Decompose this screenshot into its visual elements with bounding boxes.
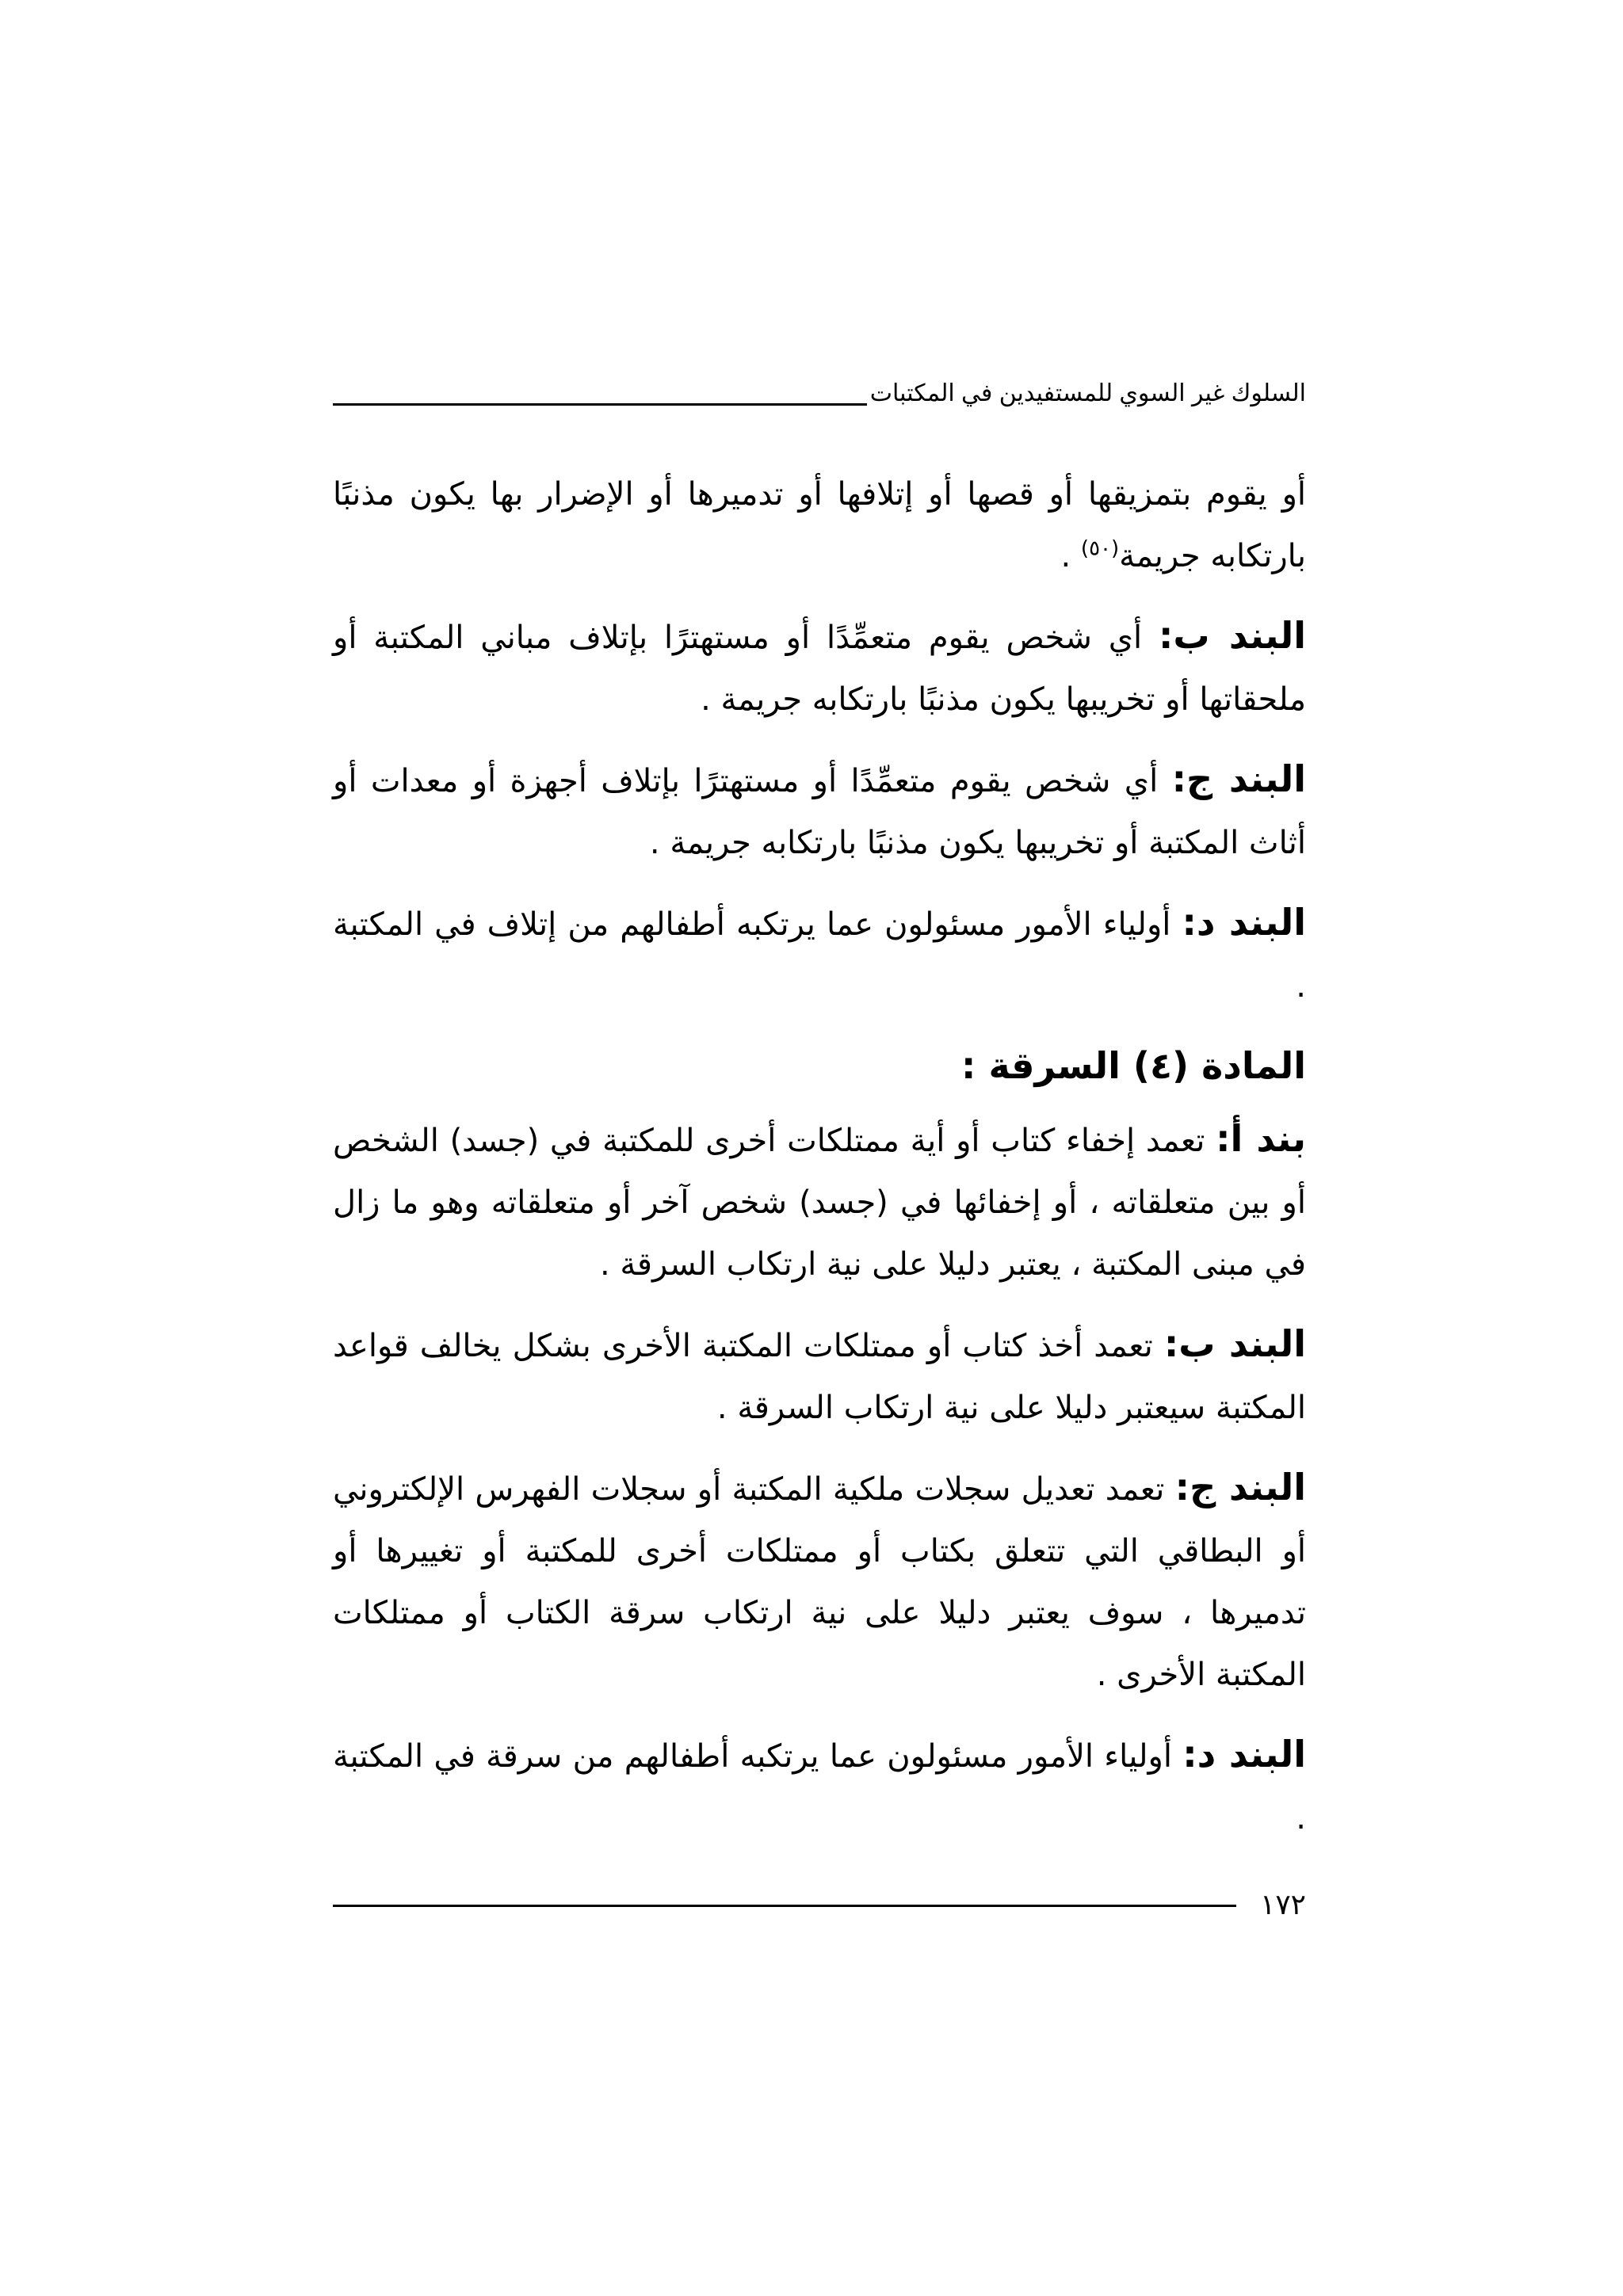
- paragraph-tail: .: [1060, 538, 1081, 574]
- clause-a-theft: [333, 1108, 1306, 1295]
- clause-text: أي شخص يقوم متعمِّدًا أو مستهترًا بإتلاف مباني المكتبة أو ملحقاتها أو تخريبها يكون مذنبًا بارتكابه جريمة .: [333, 620, 1306, 718]
- clause-b-theft: [333, 1313, 1306, 1439]
- clause-text: أولياء الأمور مسئولون عما يرتكبه أطفالهم من سرقة في المكتبة .: [333, 1738, 1306, 1836]
- article-heading: المادة (٤) السرقة :: [961, 1044, 1306, 1087]
- footer-rule: [333, 1905, 1236, 1907]
- running-header-title: السلوك غير السوي للمستفيدين في المكتبات: [869, 380, 1306, 406]
- clause-label: البند ب:: [1163, 1322, 1306, 1365]
- clause-text: تعمد إخفاء كتاب أو أية ممتلكات أخرى للمكتبة في (جسد) الشخص أو بين متعلقاته ، أو إخفائها في (جسد) شخص آخر أو متعلقاته وهو ما زال في مبنى المكتبة ، يعتبر دليلا على نية ارتكاب السرقة .: [333, 1123, 1306, 1283]
- clause-label: البند د:: [1182, 901, 1306, 944]
- clause-label: البند ج:: [1171, 757, 1306, 800]
- clause-text: تعمد تعديل سجلات ملكية المكتبة أو سجلات الفهرس الإلكتروني أو البطاقي التي تتعلق بكتاب أو ممتلكات أخرى للمكتبة أو تغييرها أو تدميرها ، سوف يعتبر دليلا على نية ارتكاب سرقة الكتاب أو ممتلكات المكتبة الأخرى .: [333, 1471, 1306, 1693]
- clause-text: أي شخص يقوم متعمِّدًا أو مستهترًا بإتلاف أجهزة أو معدات أو أثاث المكتبة أو تخريبها يكون مذنبًا بارتكابه جريمة .: [333, 763, 1306, 861]
- page-footer: [333, 1886, 1306, 1925]
- clause-d-theft: [333, 1723, 1306, 1849]
- clause-c-damage: [333, 748, 1306, 874]
- footnote-reference: (٥٠): [1080, 536, 1120, 561]
- header-rule: [333, 403, 867, 406]
- body-text: [333, 463, 1306, 1867]
- clause-label: بند أ:: [1216, 1117, 1306, 1160]
- clause-label: البند ج:: [1174, 1466, 1306, 1508]
- clause-label: البند ب:: [1159, 614, 1306, 657]
- running-header: [333, 372, 1306, 409]
- clause-text: أولياء الأمور مسئولون عما يرتكبه أطفالهم من إتلاف في المكتبة .: [333, 906, 1306, 1005]
- paragraph-continuation: [333, 463, 1306, 587]
- paragraph-text: أو يقوم بتمزيقها أو قصها أو إتلافها أو تدميرها أو الإضرار بها يكون مذنبًا بارتكابه جريمة: [333, 476, 1306, 574]
- clause-b-damage: [333, 605, 1306, 730]
- clause-label: البند د:: [1182, 1733, 1307, 1775]
- clause-text: تعمد أخذ كتاب أو ممتلكات المكتبة الأخرى بشكل يخالف قواعد المكتبة سيعتبر دليلا على نية ارتكاب السرقة .: [333, 1328, 1306, 1426]
- clause-d-damage: [333, 891, 1306, 1017]
- page-number: ١٧٢: [1259, 1889, 1306, 1921]
- clause-c-theft: [333, 1456, 1306, 1706]
